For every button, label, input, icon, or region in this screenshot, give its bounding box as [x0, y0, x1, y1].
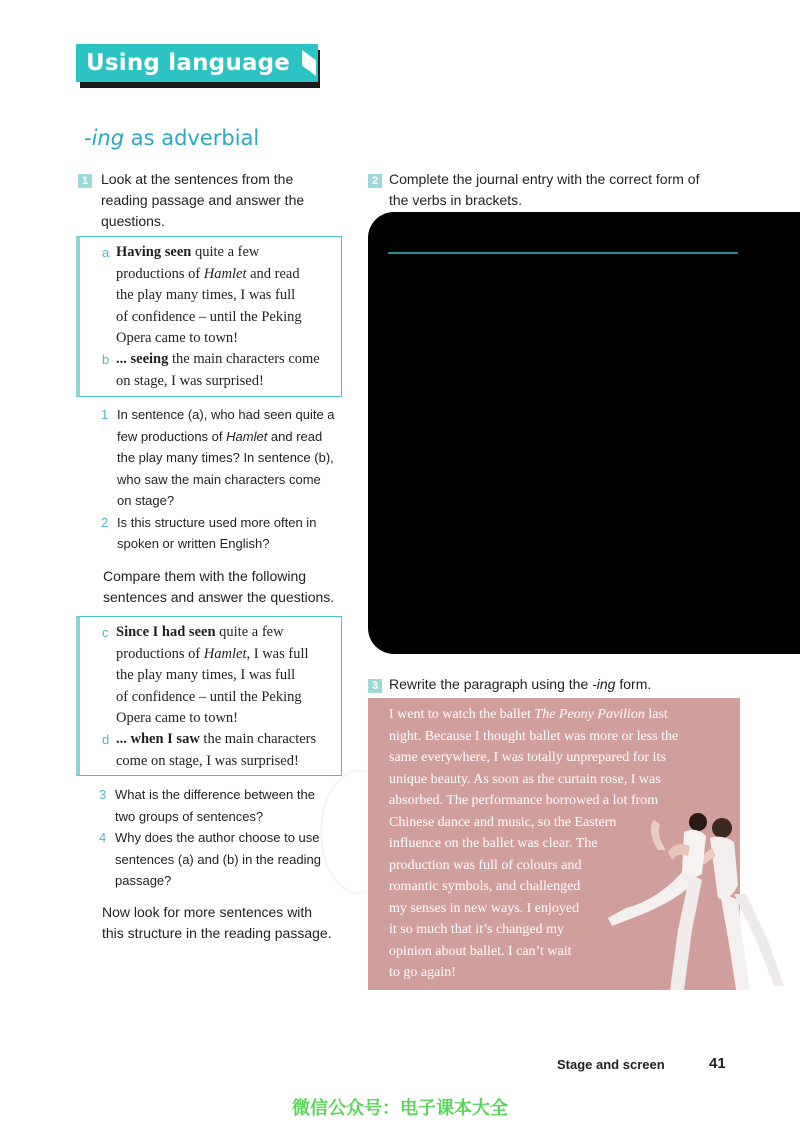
text-segment: and read — [267, 428, 323, 444]
text-segment: my senses in new ways. I enjoyed — [389, 900, 580, 916]
section-title: -ing as adverbial — [84, 126, 260, 150]
exercise-1-number: 1 — [78, 174, 92, 188]
text-segment: of confidence – until the Peking — [116, 308, 302, 325]
text-line — [116, 729, 340, 751]
sentence-d — [116, 729, 340, 772]
text-line — [115, 849, 351, 871]
question-item — [103, 404, 353, 512]
text-line — [389, 704, 739, 726]
text-line — [117, 404, 353, 426]
text-line — [116, 751, 340, 773]
text-segment: Hamlet — [203, 645, 247, 662]
text-segment: Hamlet — [203, 265, 247, 282]
text-line — [117, 426, 353, 448]
text-line — [389, 726, 739, 748]
text-line — [116, 687, 340, 709]
text-segment: quite a few — [215, 624, 284, 640]
text-line — [116, 307, 340, 329]
text-line — [389, 747, 739, 769]
text-line — [116, 708, 340, 730]
text-segment: two groups of sentences? — [115, 808, 264, 824]
exercise-1-instruction: Look at the sentences from the reading passage and answer the questions. — [101, 171, 305, 229]
text-segment: the main characters — [199, 731, 317, 747]
header-tab-icon — [302, 50, 316, 76]
sentence-c — [116, 622, 340, 730]
text-segment: to go again! — [389, 965, 456, 980]
text-segment: of confidence – until the Peking — [116, 688, 302, 705]
text-segment: the play many times, I was full — [116, 287, 296, 303]
text-segment: production was full of colours and — [389, 857, 582, 873]
text-segment: it so much that it’s changed my — [389, 922, 564, 937]
text-segment: the main characters come — [168, 351, 320, 367]
text-line — [117, 469, 353, 491]
text-segment: who saw the main characters come — [117, 471, 321, 487]
text-line — [116, 285, 340, 307]
question-number: 4 — [99, 830, 107, 845]
text-segment: Why does the author choose to use — [115, 830, 320, 845]
ballet-dancers-image — [598, 790, 788, 1000]
exercise-3-instruction: Rewrite the paragraph using the -ing form. — [389, 676, 652, 692]
text-segment: productions of — [116, 645, 204, 662]
sentence-a — [116, 242, 340, 350]
text-segment: passage? — [115, 873, 172, 888]
questions-1-2 — [103, 404, 353, 555]
text-segment: influence on the ballet was clear. The — [389, 836, 598, 851]
text-segment: Hamlet — [226, 428, 268, 444]
text-segment: unique beauty. As soon as the curtain rose, I was — [389, 771, 661, 787]
text-segment: on stage? — [117, 493, 175, 508]
letter-b: b — [102, 352, 110, 367]
text-line — [115, 870, 351, 892]
sentence-b — [116, 349, 340, 392]
text-segment: on stage, I was surprised! — [116, 372, 264, 389]
journal-divider — [388, 252, 738, 254]
text-line — [116, 644, 340, 666]
text-line — [116, 349, 340, 371]
header-banner — [76, 44, 318, 82]
question-item — [103, 512, 353, 555]
text-segment: sentences (a) and (b) in the reading — [115, 851, 321, 867]
text-segment: same everywhere, I was totally unprepared for its — [389, 750, 666, 765]
letter-a: a — [102, 245, 110, 260]
text-line — [115, 827, 351, 849]
text-line — [116, 665, 340, 687]
journal-entry-panel — [368, 212, 800, 654]
text-segment: and read — [246, 265, 300, 282]
text-segment: last — [644, 707, 668, 722]
text-segment: spoken or written English? — [117, 536, 270, 551]
text-segment: Having seen — [116, 244, 192, 260]
text-segment: the play many times, I was full — [116, 667, 296, 683]
text-segment: ... when I saw — [116, 731, 200, 747]
letter-c: c — [102, 625, 109, 640]
text-line — [115, 784, 351, 806]
question-number: 3 — [99, 787, 107, 802]
text-segment: , I was full — [246, 645, 309, 662]
watermark-text: 微信公众号：电子课本大全 — [292, 1098, 508, 1118]
text-line — [117, 490, 353, 512]
final-instruction: Now look for more sentences with this structure in the reading passage. — [102, 904, 332, 941]
text-segment: What is the difference between the — [115, 787, 315, 802]
question-number: 1 — [101, 407, 109, 422]
text-line — [116, 622, 340, 644]
text-line — [116, 371, 340, 393]
question-item — [101, 784, 351, 827]
letter-d: d — [102, 732, 110, 747]
exercise-2-instruction: Complete the journal entry with the correct form of the verbs in brackets. — [389, 171, 700, 208]
exercise-2-number: 2 — [368, 174, 382, 188]
text-segment: Is this structure used more often in — [117, 514, 317, 530]
text-segment: romantic symbols, and challenged — [389, 879, 581, 894]
exercise-3-number: 3 — [368, 679, 382, 693]
footer-unit-title: Stage and screen — [557, 1057, 665, 1072]
text-segment: In sentence (a), who had seen quite a — [117, 407, 335, 422]
text-segment: night. Because I thought ballet was more or less the — [389, 728, 679, 744]
text-segment: quite a few — [191, 244, 260, 260]
header-title: Using language — [86, 50, 291, 76]
text-line — [116, 328, 340, 350]
text-segment: few productions of — [117, 428, 227, 444]
text-line — [116, 242, 340, 264]
question-number: 2 — [101, 514, 109, 530]
text-line — [117, 447, 353, 469]
text-segment: Since I had seen — [116, 624, 216, 640]
text-segment: the play many times? In sentence (b), — [117, 450, 334, 465]
text-line — [117, 512, 353, 534]
text-segment: opinion about ballet. I can’t wait — [389, 943, 572, 959]
text-line — [115, 806, 351, 828]
text-segment: come on stage, I was surprised! — [116, 752, 299, 769]
text-segment: Chinese dance and music, so the Eastern — [389, 814, 617, 830]
page-number: 41 — [709, 1055, 726, 1072]
compare-instruction: Compare them with the following sentences and answer the questions. — [103, 568, 335, 605]
text-segment: productions of — [116, 265, 204, 282]
question-item — [101, 827, 351, 892]
text-segment: ... seeing — [116, 351, 169, 367]
questions-3-4 — [101, 784, 351, 892]
text-line — [116, 264, 340, 286]
text-line — [117, 533, 353, 555]
text-segment: Opera came to town! — [116, 330, 238, 346]
text-segment: Opera came to town! — [116, 710, 238, 726]
text-segment: absorbed. The performance borrowed a lot from — [389, 793, 659, 808]
text-line — [389, 769, 739, 791]
text-segment: I went to watch the ballet — [389, 707, 535, 722]
text-segment: The Peony Pavilion — [534, 707, 645, 722]
